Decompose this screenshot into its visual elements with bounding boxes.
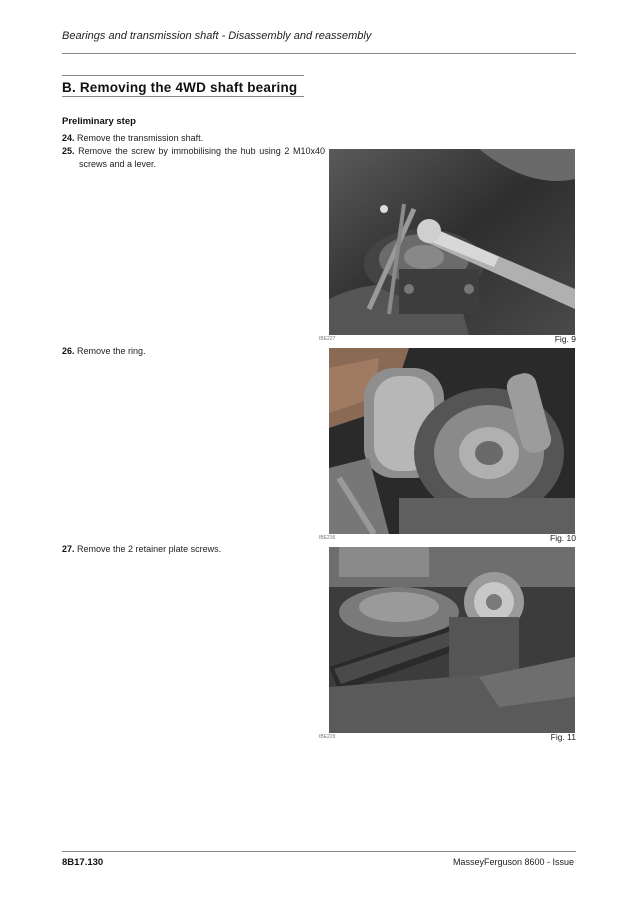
header-title: Bearings and transmission shaft - Disassembly and reassembly (62, 30, 372, 42)
figure-10-label: Fig. 10 (550, 533, 576, 543)
step-text: Remove the screw by immobilising the hub using 2 M10x40 screws and a lever. (78, 146, 325, 169)
figure-9-code: IBE227 (319, 336, 336, 342)
step-24 (62, 132, 325, 145)
step-number: 25. (62, 146, 75, 156)
figure-11-code: IBE229 (319, 734, 336, 740)
step-text: Remove the 2 retainer plate screws. (77, 544, 222, 554)
figure-9-photo (329, 149, 575, 335)
step-27 (62, 543, 325, 556)
figure-10-code: IBE236 (319, 535, 336, 541)
section-title: B. Removing the 4WD shaft bearing (62, 80, 298, 95)
step-number: 24. (62, 133, 75, 143)
figure-11-photo (329, 547, 575, 733)
section-bottom-rule (62, 96, 304, 97)
step-text: Remove the transmission shaft. (77, 133, 204, 143)
subheading: Preliminary step (62, 116, 136, 127)
footer-page-code: 8B17.130 (62, 857, 104, 868)
step-number: 27. (62, 544, 75, 554)
step-26 (62, 345, 325, 358)
footer-rule (62, 851, 576, 852)
footer-issue: MasseyFerguson 8600 - Issue (452, 857, 574, 867)
header-rule (62, 53, 576, 54)
figure-11-label: Fig. 11 (550, 732, 576, 742)
step-25 (62, 145, 325, 170)
section-top-rule (62, 75, 304, 76)
step-number: 26. (62, 346, 75, 356)
figure-10-photo (329, 348, 575, 534)
step-text: Remove the ring. (77, 346, 146, 356)
figure-9-label: Fig. 9 (554, 334, 576, 344)
